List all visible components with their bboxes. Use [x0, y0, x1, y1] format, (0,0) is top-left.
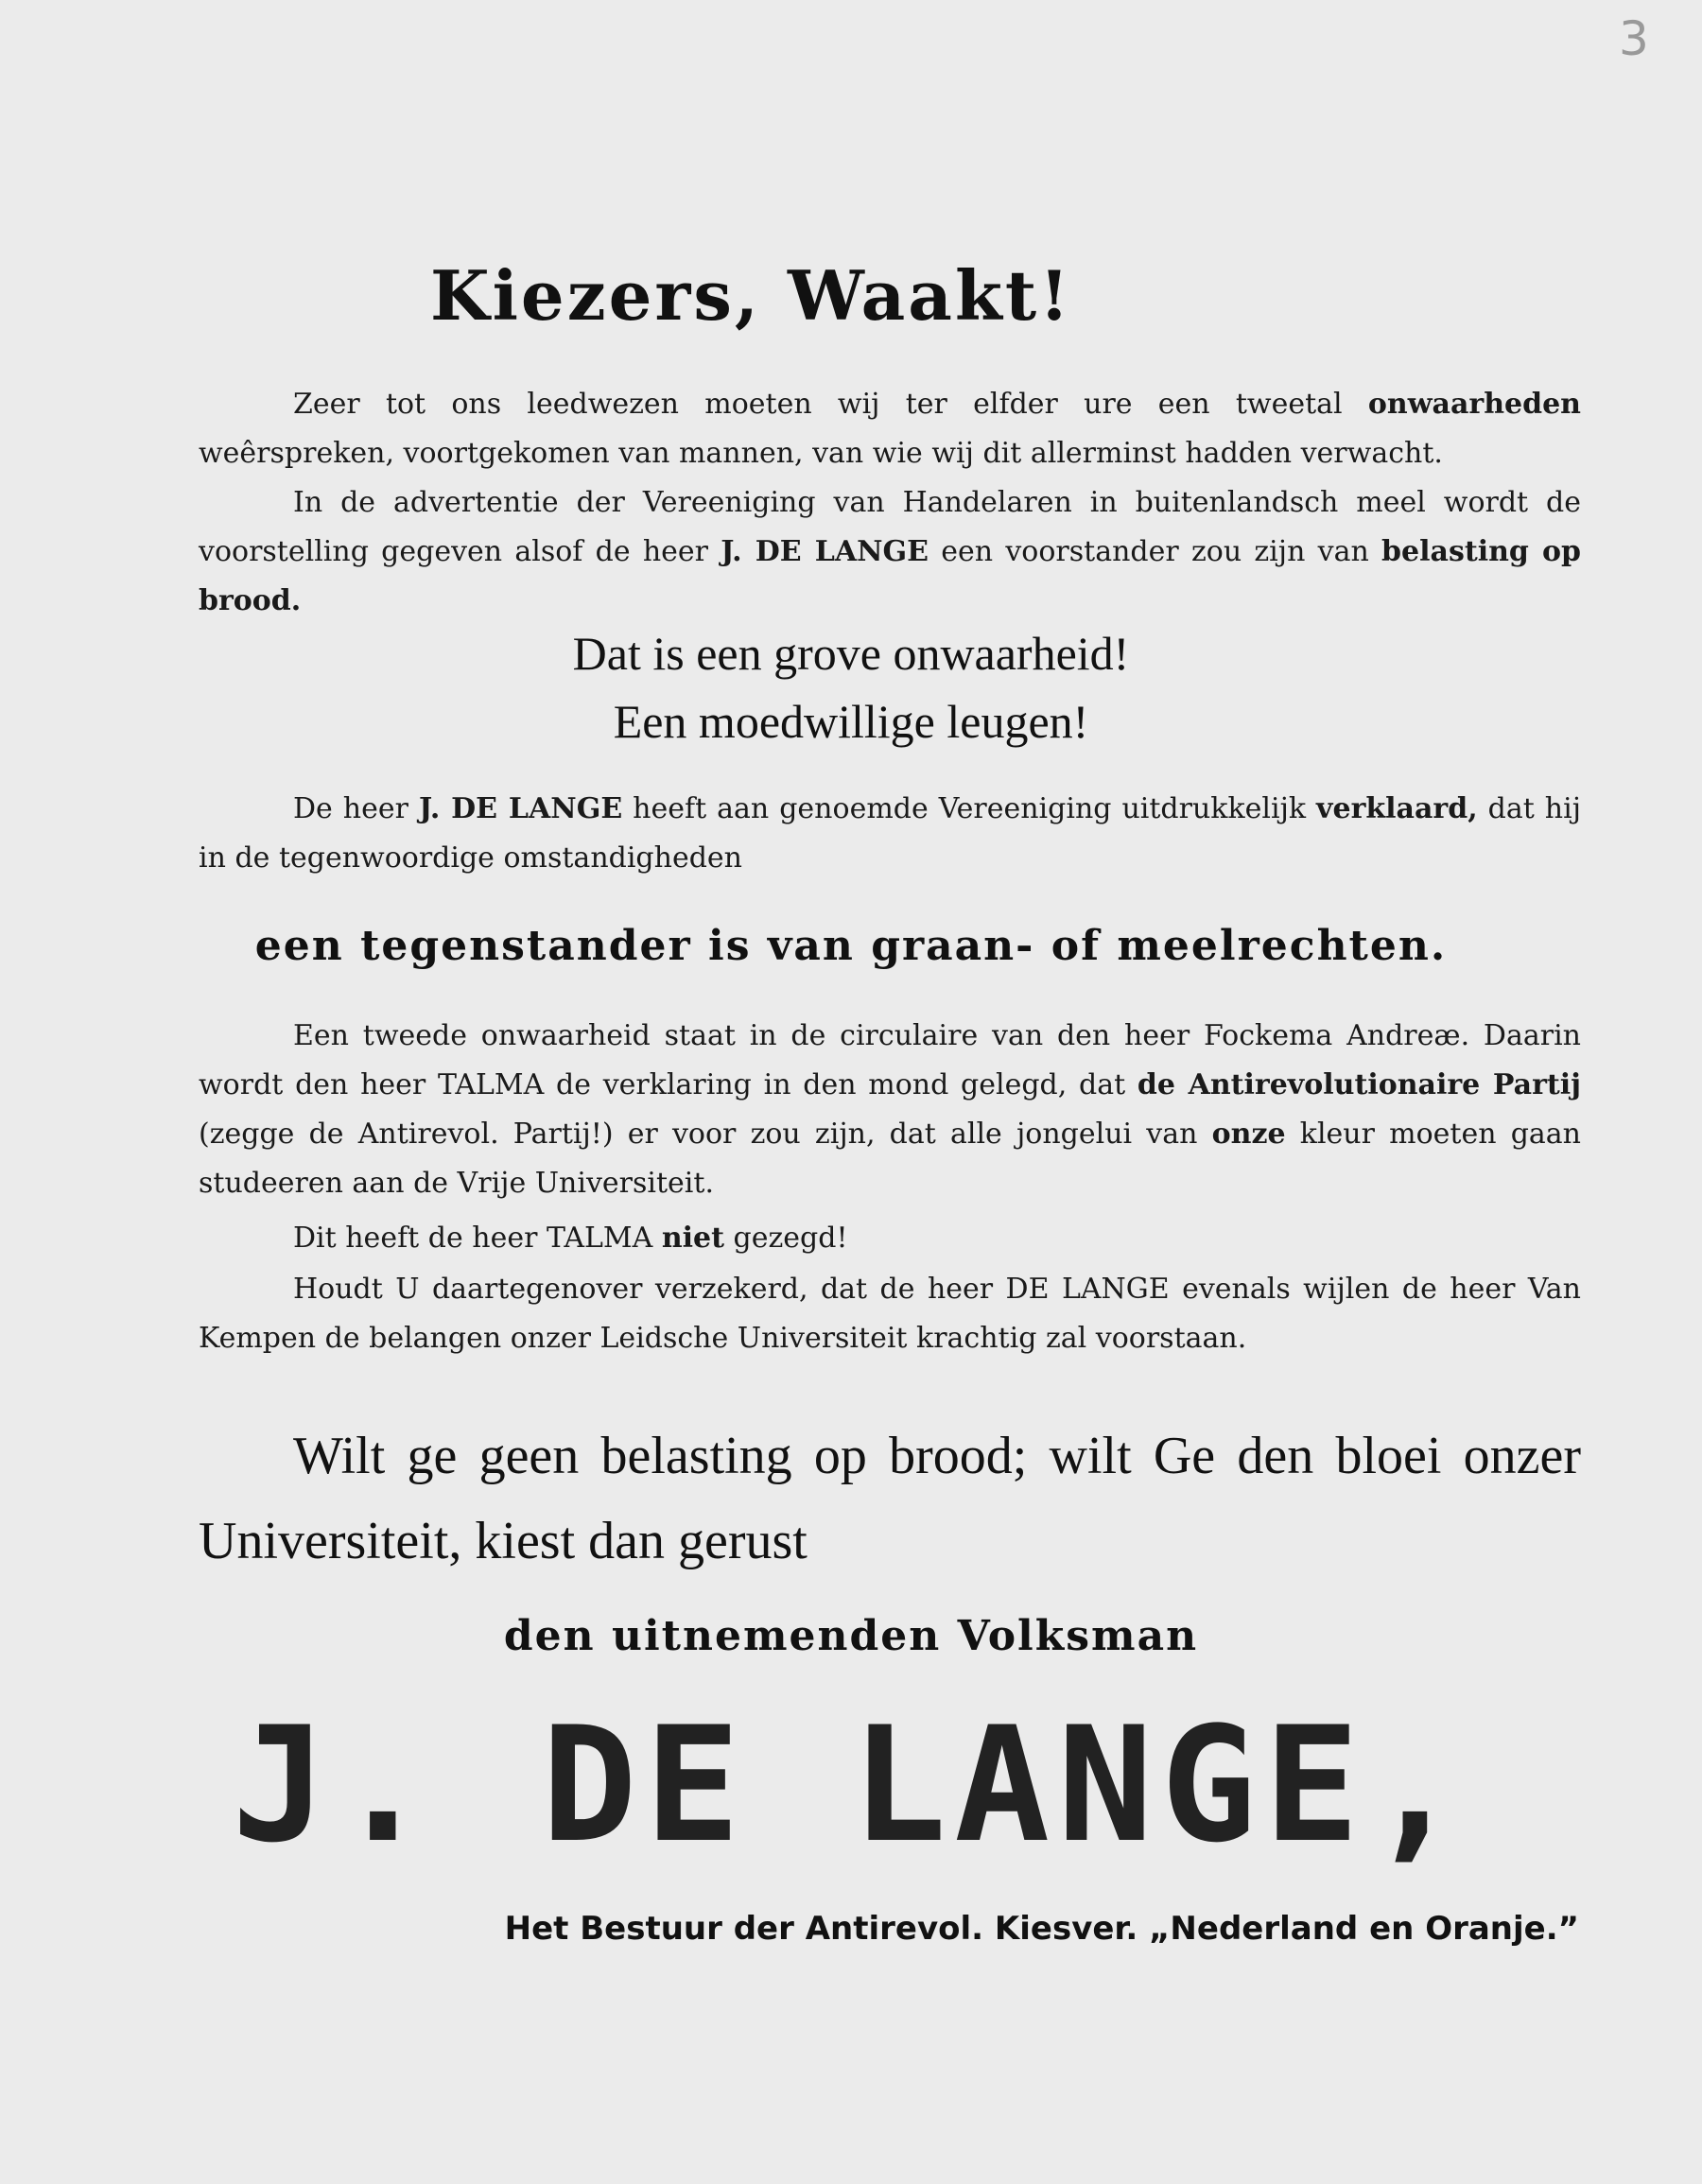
- p2-emphasis: belasting op brood.: [199, 535, 1582, 617]
- p3-name: J. DE LANGE: [418, 792, 623, 825]
- p5-text-c: gezegd!: [724, 1222, 848, 1255]
- signature: Het Bestuur der Antirevol. Kiesver. „Nederland en Oranje.”: [504, 1910, 1579, 1948]
- paragraph-2: [199, 478, 1581, 626]
- paragraph-3: [199, 785, 1581, 883]
- candidate-name: J. DE LANGE,: [232, 1692, 1470, 1878]
- p3-text-a: De heer: [293, 792, 419, 825]
- p4-party: de Antirevolutionaire Partij: [1137, 1068, 1581, 1101]
- shout-line-2: Een moedwillige leugen!: [613, 695, 1089, 748]
- p1-text-c: weêrspreken, voortgekomen van mannen, van wie wij dit allerminst hadden verwacht.: [199, 437, 1443, 470]
- p3-text-e: dat hij in de tegenwoordige omstandigheden: [199, 792, 1581, 875]
- p3-emphasis: verklaard,: [1316, 792, 1478, 825]
- poster-title: Kiezers, Waakt!: [430, 255, 1072, 336]
- shout-line-1: Dat is een grove onwaarheid!: [572, 627, 1130, 680]
- p4-text-c: (zegge de Antirevol. Partij!) er voor zou zijn, dat alle jongelui van: [199, 1118, 1212, 1151]
- p4-text-e: kleur moeten gaan studeeren aan de Vrije Universiteit.: [199, 1118, 1581, 1200]
- p4-text-a: Een tweede onwaarheid staat in de circulaire van den heer Fockema Andreæ. Daarin wordt den heer TALMA de verklaring in den mond gelegd, dat: [199, 1019, 1581, 1101]
- p2-name: J. DE LANGE: [721, 535, 929, 568]
- paragraph-6: Houdt U daartegenover verzekerd, dat de heer DE LANGE evenals wijlen de heer Van Kempen de belangen onzer Leidsche Universiteit krachtig zal voorstaan.: [199, 1273, 1581, 1355]
- p2-text-a: In de advertentie der Vereeniging van Handelaren in buitenlandsch meel wordt de voorstelling gegeven alsof de heer: [199, 486, 1581, 568]
- volksman-line: den uitnemenden Volksman: [503, 1612, 1199, 1660]
- p4-emphasis: onze: [1211, 1118, 1286, 1151]
- slogan: een tegenstander is van graan- of meelrechten.: [254, 922, 1448, 970]
- call-to-action: Wilt ge geen belasting op brood; wilt Ge den bloei onzer Universiteit, kiest dan gerust: [199, 1427, 1581, 1570]
- p2-text-c: een voorstander zou zijn van: [929, 535, 1382, 568]
- p5-text-a: Dit heeft de heer TALMA: [293, 1222, 662, 1255]
- p1-emphasis: onwaarheden: [1367, 388, 1581, 421]
- paragraph-4: [199, 1012, 1581, 1208]
- p1-text-a: Zeer tot ons leedwezen moeten wij ter elfder ure een tweetal: [293, 388, 1368, 421]
- paragraph-5: [199, 1214, 1581, 1263]
- p3-text-c: heeft aan genoemde Vereeniging uitdrukkelijk: [622, 792, 1317, 825]
- paragraph-1: [199, 380, 1581, 478]
- p5-emphasis: niet: [661, 1222, 724, 1255]
- page-number: 3: [1619, 11, 1649, 66]
